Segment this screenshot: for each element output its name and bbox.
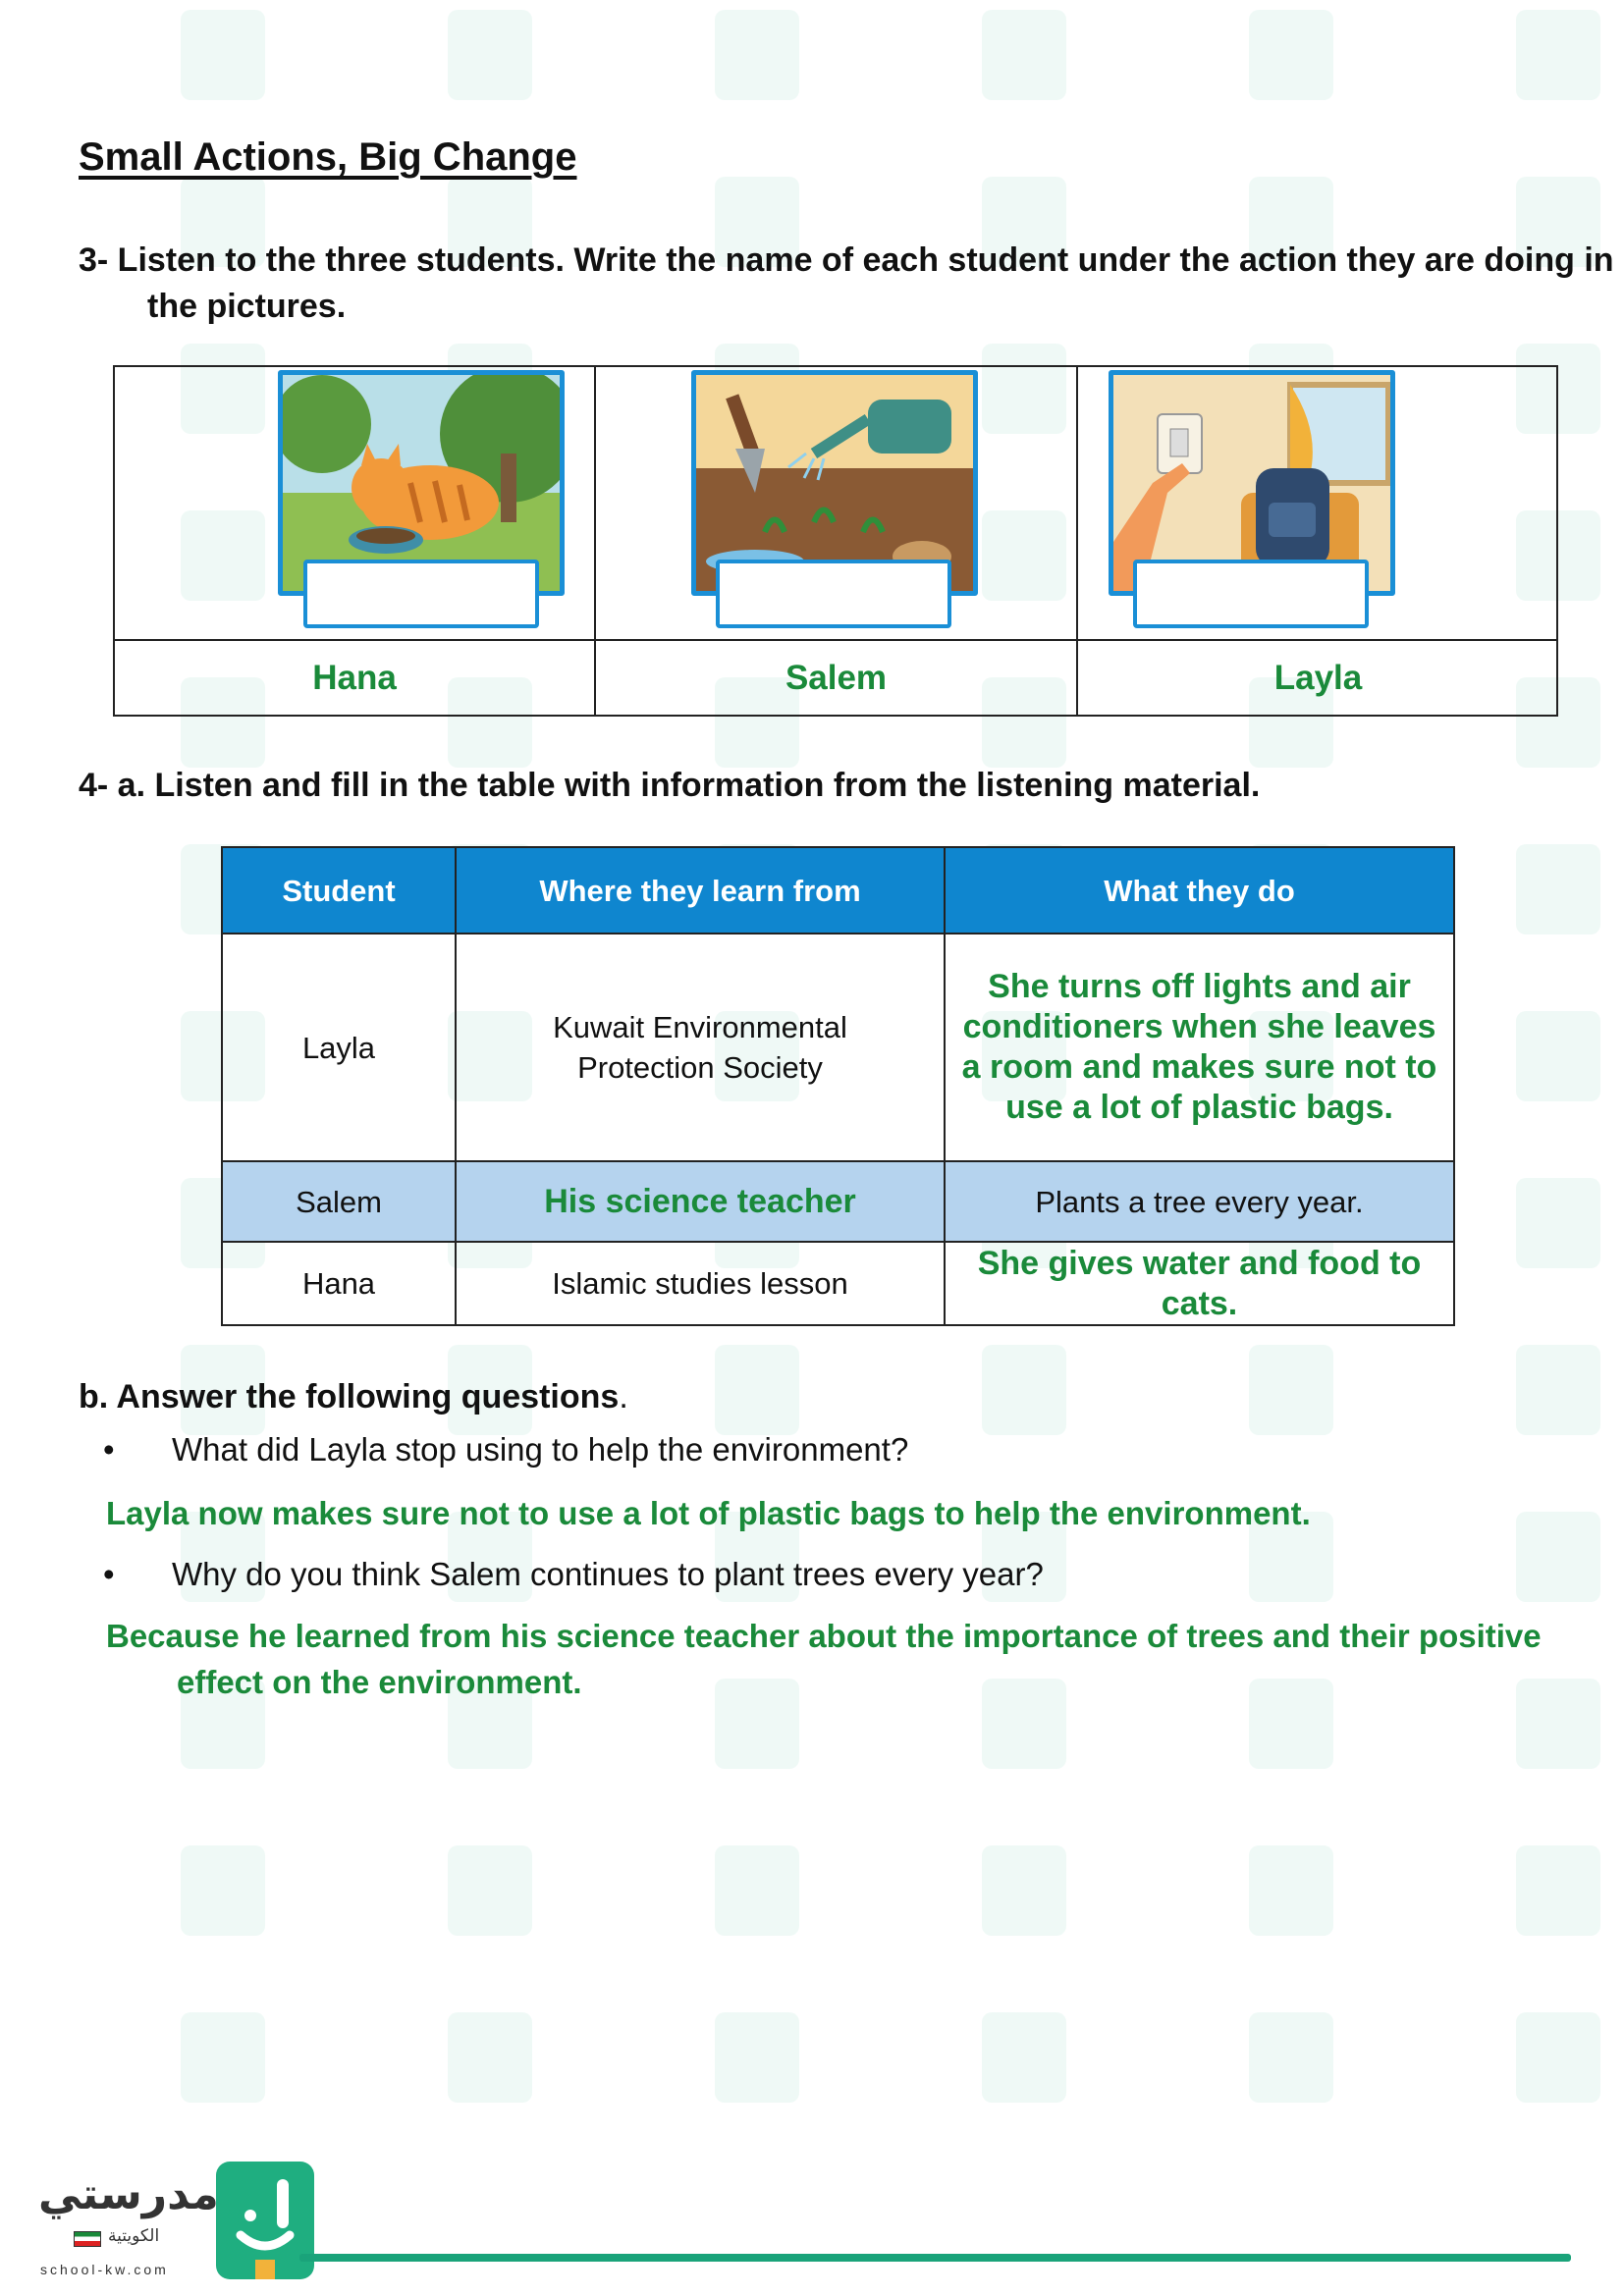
logo-word: مدرستي [38,2169,219,2219]
question-4b-heading-text: b. Answer the following questions [79,1378,620,1415]
cell-where-text: Kuwait Environmental Protection Society [553,1010,847,1085]
answer-box-2[interactable] [716,560,951,628]
logo-subtitle: الكويتية [108,2226,160,2246]
cell-where: Islamic studies lesson [456,1242,945,1325]
cell-student: Layla [222,934,456,1161]
table-header-row [222,847,1454,934]
name-answer-layla: Layla [1273,659,1363,697]
name-answer-hana: Hana [312,659,397,697]
question-4b-period: . [619,1378,628,1415]
question-3: 3- Listen to the three students. Write the name of each student under the action they are doing in the pictures. [79,241,1614,325]
question-item [103,1431,908,1468]
question-4a: 4- a. Listen and fill in the table with information from the listening material. [79,767,1261,804]
name-cell-2 [596,640,1078,717]
question-text: What did Layla stop using to help the environment? [172,1431,909,1468]
header-student: Student [222,847,456,934]
name-answer-salem: Salem [785,659,888,697]
footer-divider [299,2254,1571,2262]
answer-box-1[interactable] [303,560,539,628]
page-title: Small Actions, Big Change [79,135,577,179]
answer-text: Because he learned from his science teacher about the importance of trees and their positive effect on the environment. [106,1618,1542,1700]
cell-student: Hana [222,1242,456,1325]
bullet-dot: • [103,1431,115,1468]
pictures-row [115,367,1556,641]
logo-smile-icon [216,2162,314,2279]
cell-what-answer: She turns off lights and air conditioners when she leaves a room and makes sure not to use a lot of plastic bags. [945,934,1454,1161]
pictures-table [113,365,1558,717]
names-row [115,640,1556,717]
cell-what-answer: She gives water and food to cats. [945,1242,1454,1325]
answer-text: Layla now makes sure not to use a lot of plastic bags to help the environment. [106,1495,1311,1531]
table-row [222,1242,1454,1325]
logo-book-icon [216,2162,314,2279]
cell-what: Plants a tree every year. [945,1161,1454,1242]
answer-box-3[interactable] [1133,560,1369,628]
logo-url: school-kw.com [40,2262,169,2277]
cell-where [456,934,945,1161]
header-what: What they do [945,847,1454,934]
header-where: Where they learn from [456,847,945,934]
bullet-dot: • [103,1556,115,1592]
name-cell-3 [1078,640,1558,717]
picture-cell-1 [115,367,596,639]
kuwait-flag-icon [74,2231,101,2247]
question-text: Why do you think Salem continues to plant trees every year? [172,1556,1044,1592]
light-switch-illustration [1113,375,1390,591]
question-item [103,1556,1044,1593]
madrasati-logo [34,2160,290,2292]
picture-cell-2 [596,367,1078,639]
name-cell-1 [115,640,596,717]
table-row [222,934,1454,1161]
planting-illustration [696,375,973,591]
cat-feeding-illustration [283,375,560,591]
picture-cell-3 [1078,367,1558,639]
cell-where-answer: His science teacher [456,1161,945,1242]
table-row [222,1161,1454,1242]
question-4b-heading [79,1374,628,1420]
info-table [221,846,1455,1326]
cell-student: Salem [222,1161,456,1242]
